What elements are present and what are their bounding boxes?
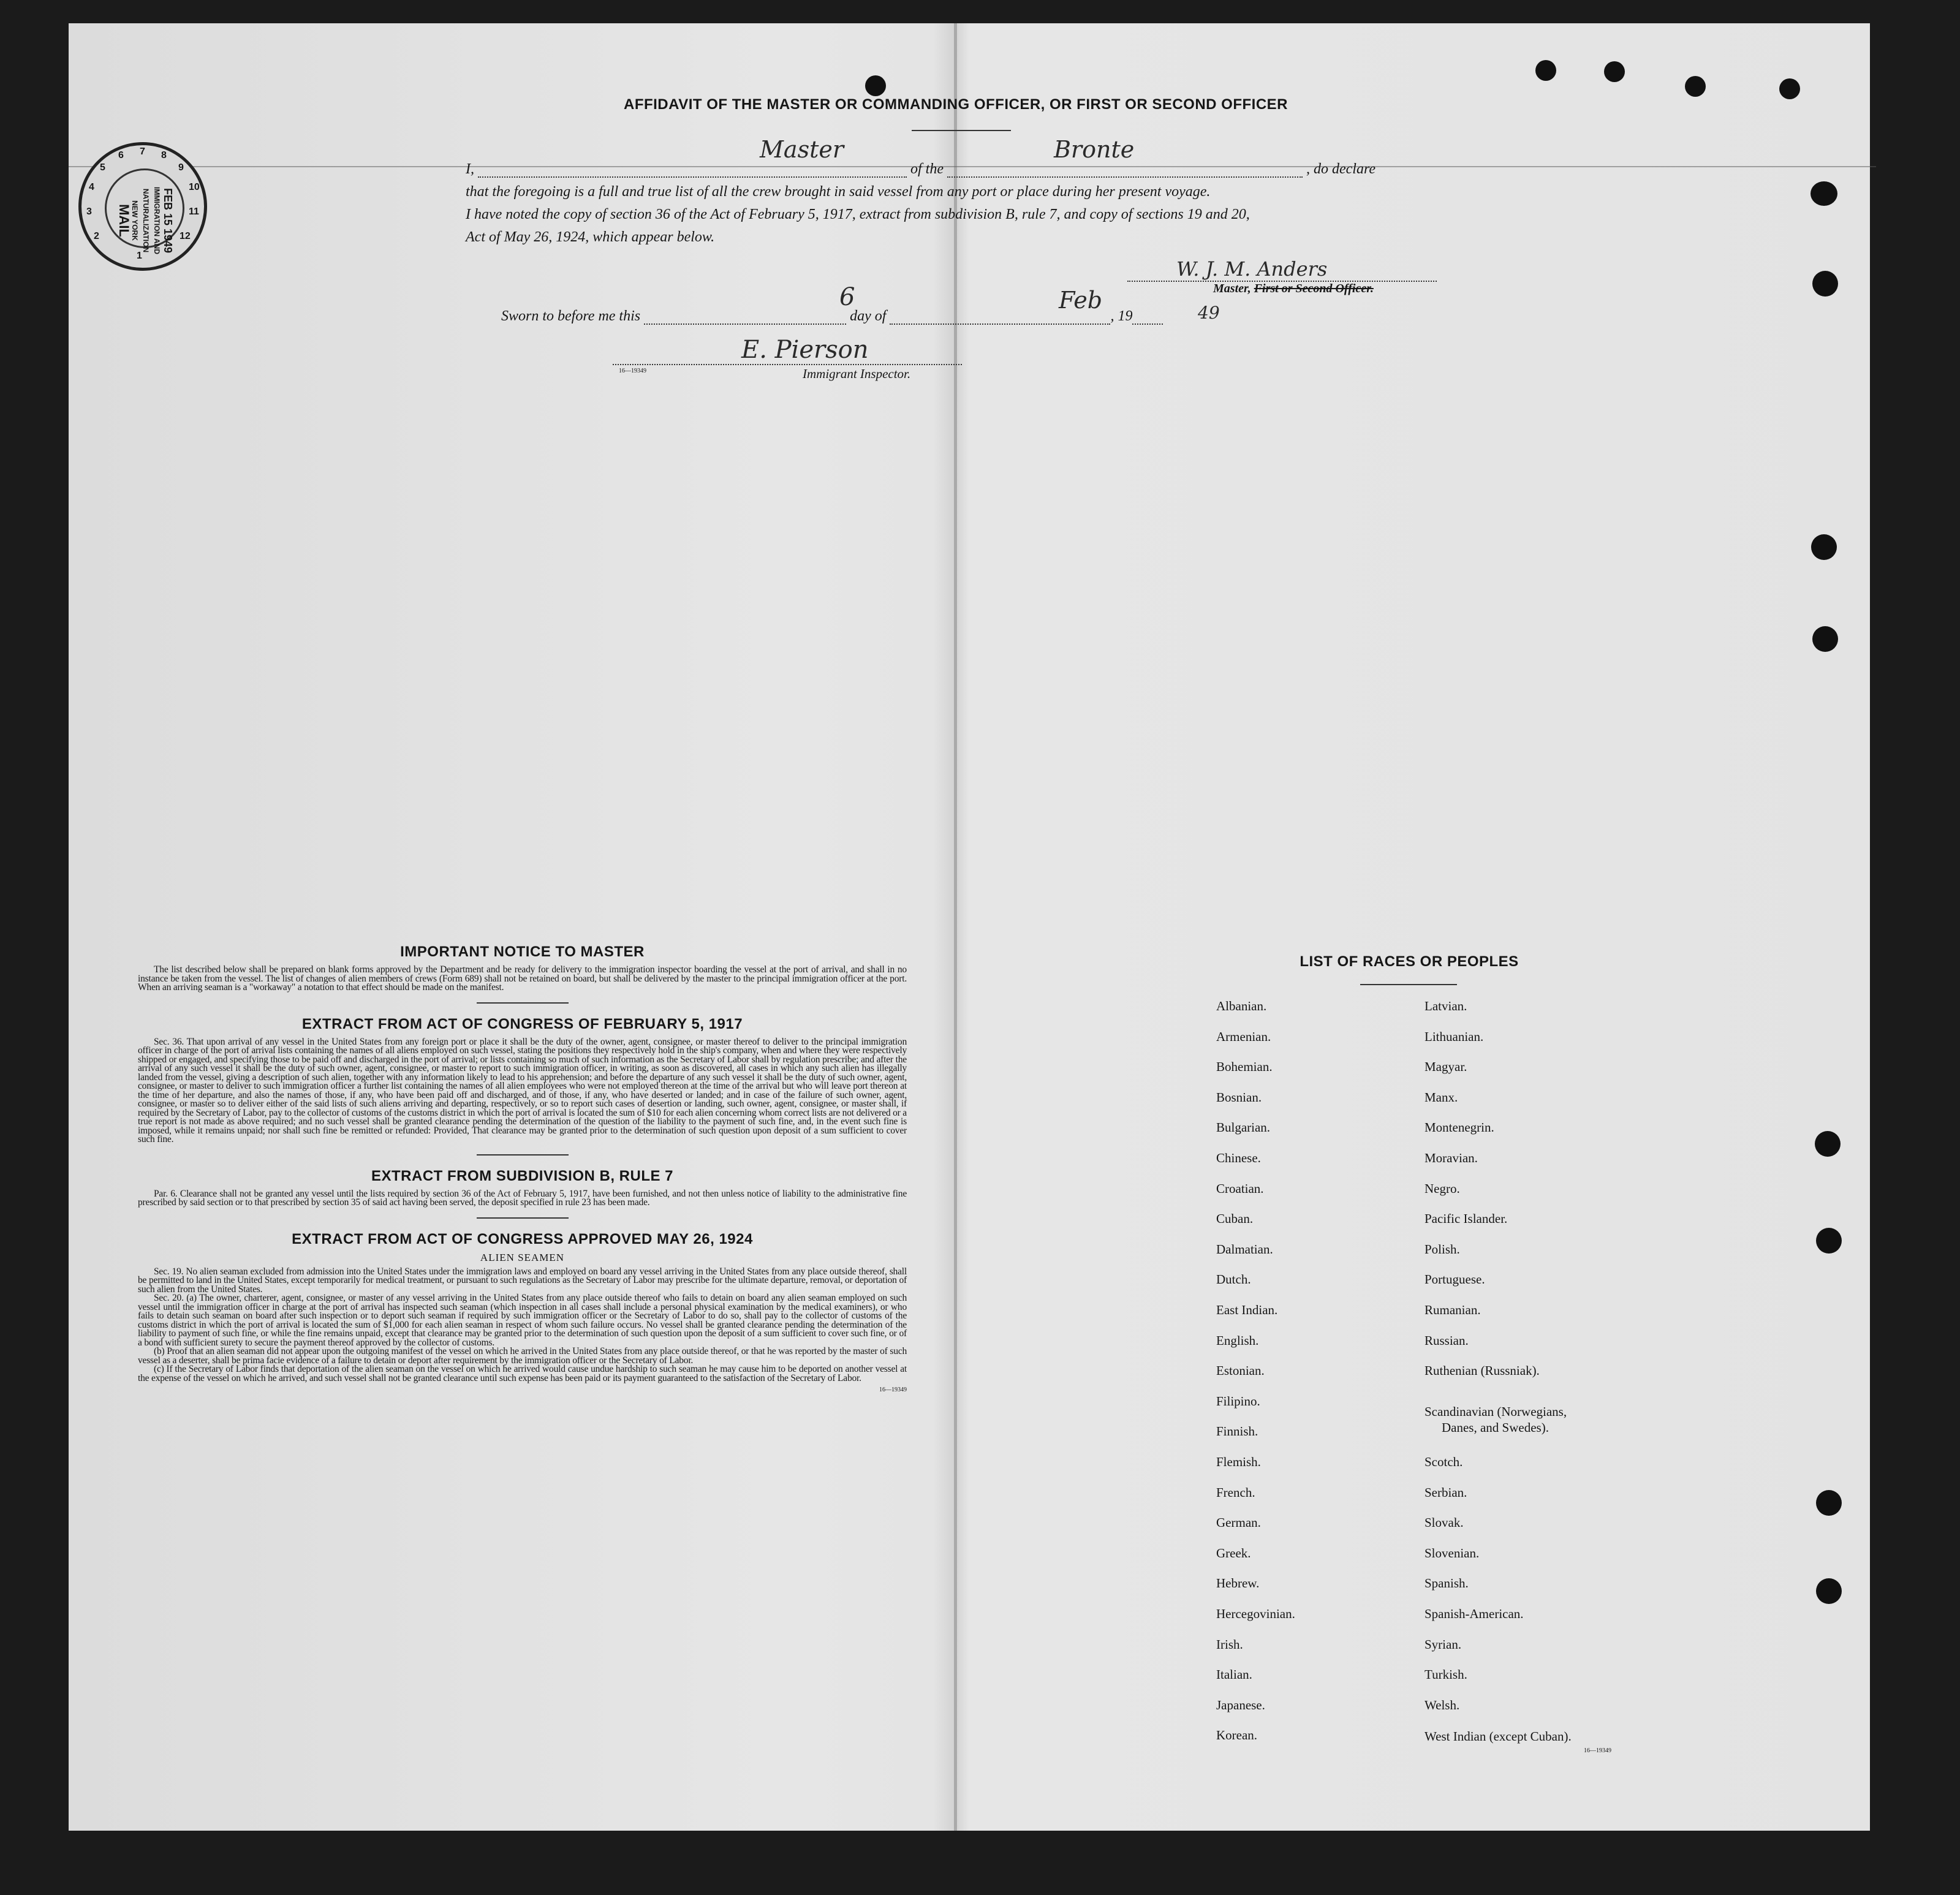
race-item: German.	[1216, 1515, 1261, 1530]
stamp-number: 2	[94, 231, 99, 241]
punch-hole	[1816, 1228, 1842, 1254]
sworn-year-handwriting: 49	[1198, 303, 1220, 323]
stamp-text	[118, 168, 173, 273]
affidavit-line1-mid: of the	[910, 161, 944, 177]
race-item: Estonian.	[1216, 1363, 1265, 1379]
race-item: Rumanian.	[1425, 1303, 1481, 1317]
affidavit-line1-suffix: , do declare	[1306, 161, 1376, 177]
race-item: Turkish.	[1425, 1667, 1467, 1682]
race-item: Hebrew.	[1216, 1576, 1260, 1591]
race-item: Lithuanian.	[1425, 1029, 1484, 1044]
race-item: West Indian (except Cuban).	[1425, 1729, 1572, 1744]
extract-1924-subtitle: ALIEN SEAMEN	[480, 1251, 565, 1263]
stamp-word: MAIL	[116, 204, 132, 237]
punch-hole	[1812, 626, 1838, 652]
sec19-body	[138, 1268, 907, 1295]
stamp-number: 4	[89, 182, 94, 192]
race-item: Italian.	[1216, 1667, 1252, 1682]
stamp-number: 8	[161, 150, 167, 161]
race-item: Slovak.	[1425, 1515, 1464, 1530]
race-item: Serbian.	[1425, 1485, 1467, 1500]
sec20b-text: (b) Proof that an alien seaman did not appear upon the outgoing manifest of the vessel on which he arrived in the United States from any place outside thereof, or that he was reported by the master of such vessel as a deserter, shall be prima facie evidence of a failure to detain or deport after requirement by the immigration officer or the Secretary of Labor.	[138, 1346, 907, 1366]
punch-hole	[1604, 61, 1625, 82]
race-item: Armenian.	[1216, 1029, 1271, 1044]
race-item: Latvian.	[1425, 999, 1467, 1013]
stamp-number: 11	[189, 206, 199, 217]
affidavit-line-4: Act of May 26, 1924, which appear below.	[466, 229, 715, 245]
master-signature: W. J. M. Anders	[1176, 257, 1328, 281]
punch-hole	[1685, 76, 1706, 97]
punch-hole	[1815, 1131, 1841, 1157]
inspector-signature: E. Pierson	[741, 336, 869, 364]
extract-1924-title: EXTRACT FROM ACT OF CONGRESS APPROVED MAY 26, 1924	[292, 1230, 753, 1247]
punch-hole	[1811, 181, 1837, 206]
form-number-top: 16—19349	[619, 368, 646, 374]
rule7-text: Par. 6. Clearance shall not be granted any vessel until the lists required by section 36 of the Act of February 5, 1917, have been furnished, and not then unless notice of liability to the administrative fine prescribed by said section or to that prescribed by section 35 of said act having been served, the deposit specified in rule 23 has been made.	[138, 1188, 907, 1208]
stamp-number: 1	[137, 251, 142, 261]
year-field	[1132, 308, 1163, 325]
stamp-line: NATURALIZATION	[142, 188, 150, 253]
stamp-number: 12	[180, 231, 191, 241]
stamp-number: 5	[100, 162, 105, 173]
race-item: Montenegrin.	[1425, 1120, 1494, 1135]
race-item: Spanish-American.	[1425, 1606, 1524, 1621]
race-item: Magyar.	[1425, 1059, 1467, 1075]
form-number-left: 16—19349	[879, 1386, 907, 1393]
race-item: Scandinavian (Norwegians,	[1425, 1404, 1567, 1419]
stamp-line: IMMIGRATION AND	[153, 187, 161, 254]
sworn-day-handwriting: 6	[839, 283, 855, 311]
extract-1917-title: EXTRACT FROM ACT OF CONGRESS OF FEBRUARY 5, 1917	[301, 1015, 743, 1032]
sec19-text: Sec. 19. No alien seaman excluded from admission into the United States under the immigration laws and employed on board any vessel arriving in the United States from any place outside thereof, shall be permitted to land in the United States, except temporarily for medical treatment, or pursuant to such regulations as the Secretary of Labor may prescribe for the ultimate departure, removal, or deportation of such alien from the United States.	[138, 1266, 907, 1295]
sec20c-text: (c) If the Secretary of Labor finds that deportation of the alien seaman on the vessel on which he arrived would cause undue hardship to such seaman he may cause him to be deported on another vessel at the expense of the vessel on which he arrived, and such vessel shall not be granted clearance until such expense has been paid or its payment guaranteed to the satisfaction of the Secretary of Labor.	[138, 1364, 907, 1383]
extract-1917-body	[138, 1038, 907, 1144]
stamp-number: 7	[140, 146, 145, 157]
race-item: Dalmatian.	[1216, 1241, 1273, 1257]
stamp-number: 6	[118, 150, 124, 161]
race-item: Cuban.	[1216, 1211, 1254, 1227]
race-item: Pacific Islander.	[1425, 1211, 1508, 1227]
race-item: Flemish.	[1216, 1454, 1261, 1469]
punch-hole	[1779, 78, 1800, 99]
race-item: Portuguese.	[1425, 1272, 1485, 1287]
sec20b-body	[138, 1347, 907, 1365]
extract-1917-text: Sec. 36. That upon arrival of any vessel in the United States from any foreign port or place it shall be the duty of the owner, agent, consignee, or master thereof to deliver to the principal immigration officer in charge of the port of arrival lists containing the names of all aliens employed on such vessel, stating the positions they respectively hold in the ship's company, when and where they were respectively shipped or engaged, and specifying those to be paid off and discharged in the port of arrival; or lists containing so much of such information as the Secretary of Labor shall by regulation prescribe; and after the arrival of any such vessel it shall be the duty of such owner, agent, consignee, or master to report to such immigration officer, in writing, as soon as discovered, all cases in which any such alien has illegally landed from the vessel, giving a description of such alien, together with any information likely to lead to his apprehension; and before the departure of any such vessel it shall be the duty of such owner, agent, consignee, or master to deliver to such immigration officer a further list containing the names of all alien employees who were not employed thereon at the time of the arrival but who will leave port thereon at the time of her departure, and also the names of those, if any, who have been paid off and discharged, and of those, if any, who have deserted or landed; and in case of the failure of such owner, agent, consignee, or master so to deliver either of the said lists of such aliens arriving and departing, respectively, or so to report such cases of desertion or landing, such owner, agent, consignee, or master shall, if required by the Secretary of Labor, pay to the collector of customs of the customs district in which the port of arrival is located the sum of $10 for each alien concerning whom correct lists are not delivered or a true report is not made as above required; and no such vessel shall be granted clearance pending the determination of the question of the liability to the payment of such fine, and, in the event such fine is imposed, while it remains unpaid; nor shall such fine be remitted or refunded: Provided, That clearance may be granted prior to the determination of such question upon deposit of a sum sufficient to cover such fine.	[138, 1036, 907, 1144]
sec20c-body	[138, 1365, 907, 1383]
affidavit-title: AFFIDAVIT OF THE MASTER OR COMMANDING OFFICER, OR FIRST OR SECOND OFFICER	[623, 96, 1288, 113]
sworn-prefix: Sworn to before me this	[501, 308, 641, 324]
caption-master: Master,	[1213, 282, 1251, 295]
divider	[1360, 984, 1457, 985]
race-item: Polish.	[1425, 1241, 1460, 1257]
rule7-body	[138, 1190, 907, 1208]
punch-hole	[1535, 60, 1556, 81]
race-item: East Indian.	[1216, 1303, 1278, 1317]
punch-hole	[1816, 1578, 1842, 1604]
race-item: Japanese.	[1216, 1697, 1265, 1712]
races-right-list	[1425, 999, 1682, 1765]
punch-hole	[1816, 1490, 1842, 1516]
affidavit-line-1	[466, 161, 1375, 178]
race-item: Negro.	[1425, 1181, 1460, 1196]
race-item: Bulgarian.	[1216, 1120, 1271, 1135]
race-item: Scotch.	[1425, 1454, 1463, 1469]
race-item: French.	[1216, 1485, 1255, 1500]
race-item: Albanian.	[1216, 999, 1267, 1013]
race-item: Russian.	[1425, 1333, 1469, 1348]
race-item: Greek.	[1216, 1545, 1251, 1560]
race-item: Spanish.	[1425, 1576, 1469, 1591]
race-item-continued: Danes, and Swedes).	[1442, 1420, 1549, 1435]
fold-crease-vertical	[954, 23, 957, 1831]
divider	[912, 130, 1011, 131]
race-item: Dutch.	[1216, 1272, 1251, 1287]
inspector-caption: Immigrant Inspector.	[803, 366, 911, 381]
punch-hole	[1811, 534, 1837, 560]
notice-text: The list described below shall be prepared on blank forms approved by the Department and be ready for delivery to the immigration inspector boarding the vessel at the port of arrival, and shall in no instance be taken from the vessel. The list of changes of alien members of crews (Form 689) shall not be retained on board, but shall be delivered by the master to the principal immigration officer at the port. When an arriving seaman is a "workaway" a notation to that effect should be made on the manifest.	[138, 964, 907, 993]
race-item: Hercegovinian.	[1216, 1606, 1295, 1621]
divider	[477, 1002, 569, 1004]
races-left-list	[1216, 999, 1425, 1752]
vessel-field	[947, 161, 1303, 178]
sworn-day-of: day of	[850, 308, 887, 324]
race-item: Chinese.	[1216, 1151, 1261, 1165]
divider	[477, 1217, 569, 1219]
punch-hole	[1812, 271, 1838, 297]
race-item: Welsh.	[1425, 1697, 1460, 1712]
races-title: LIST OF RACES OR PEOPLES	[1300, 953, 1519, 970]
stamp-number: 9	[178, 162, 184, 173]
legal-notices-column	[138, 944, 907, 1393]
rule7-title: EXTRACT FROM SUBDIVISION B, RULE 7	[371, 1167, 674, 1184]
race-item: Ruthenian (Russniak).	[1425, 1363, 1540, 1379]
declarant-field	[478, 161, 907, 178]
affidavit-line-3: I have noted the copy of section 36 of the Act of February 5, 1917, extract from subdivision B, rule 7, and copy of sections 19 and 20,	[466, 206, 1250, 222]
race-item: Irish.	[1216, 1636, 1243, 1652]
signature-caption	[1213, 282, 1374, 296]
race-item: English.	[1216, 1333, 1259, 1348]
vessel-handwriting: Bronte	[1054, 136, 1135, 163]
race-item: Croatian.	[1216, 1181, 1264, 1196]
affidavit-line-2: that the foregoing is a full and true list of all the crew brought in said vessel from any port or place during her present voyage.	[466, 184, 1211, 200]
sec20a-body	[138, 1294, 907, 1347]
sec20a-text: Sec. 20. (a) The owner, charterer, agent, consignee, or master of any vessel arriving in the United States from any place outside thereof who fails to detain on board any alien seaman employed on such vessel until the immigration officer in charge at the port of arrival has inspected such seaman (which inspection in all cases shall include a personal physical examination by the medical examiners), or who fails to detain such seaman on board after such inspection or to deport such seaman if required by such immigration officer or the Secretary of Labor to do so, shall pay to the collector of customs of the customs district in which the port of arrival is located the sum of $1,000 for each alien seaman in respect of whom such failure occurs. No vessel shall be granted clearance pending the determination of the liability to payment of such fine, or while the fine remains unpaid, except that clearance may be granted prior to the determination of such question upon the deposit of a sum sufficient to cover such fine, or of a bond with sufficient surety to secure the payment thereof approved by the collector of customs.	[138, 1293, 907, 1348]
sworn-year-prefix: , 19	[1110, 308, 1133, 324]
declarant-handwriting: Master	[760, 136, 844, 163]
notice-body	[138, 966, 907, 993]
affidavit-line1-prefix: I,	[466, 161, 474, 177]
race-item: Bosnian.	[1216, 1089, 1262, 1105]
caption-officer-struck: First or Second Officer.	[1254, 282, 1374, 295]
race-item: Korean.	[1216, 1728, 1258, 1743]
day-field	[644, 308, 846, 325]
race-item: Finnish.	[1216, 1424, 1258, 1439]
form-number-right: 16—19349	[1584, 1747, 1611, 1754]
stamp-line: NEW YORK	[131, 200, 139, 241]
immigration-stamp	[78, 142, 207, 271]
sworn-month-handwriting: Feb	[1059, 287, 1103, 314]
race-item: Bohemian.	[1216, 1059, 1273, 1075]
race-item: Manx.	[1425, 1089, 1458, 1105]
stamp-date: FEB 15 1949	[162, 187, 174, 254]
race-item: Moravian.	[1425, 1151, 1478, 1165]
race-item: Slovenian.	[1425, 1545, 1480, 1560]
punch-hole	[865, 75, 886, 96]
stamp-number: 3	[86, 206, 92, 217]
race-item: Syrian.	[1425, 1636, 1462, 1652]
stamp-number: 10	[189, 182, 200, 192]
notice-title: IMPORTANT NOTICE TO MASTER	[400, 944, 645, 960]
race-item: Filipino.	[1216, 1393, 1260, 1409]
divider	[477, 1154, 569, 1156]
